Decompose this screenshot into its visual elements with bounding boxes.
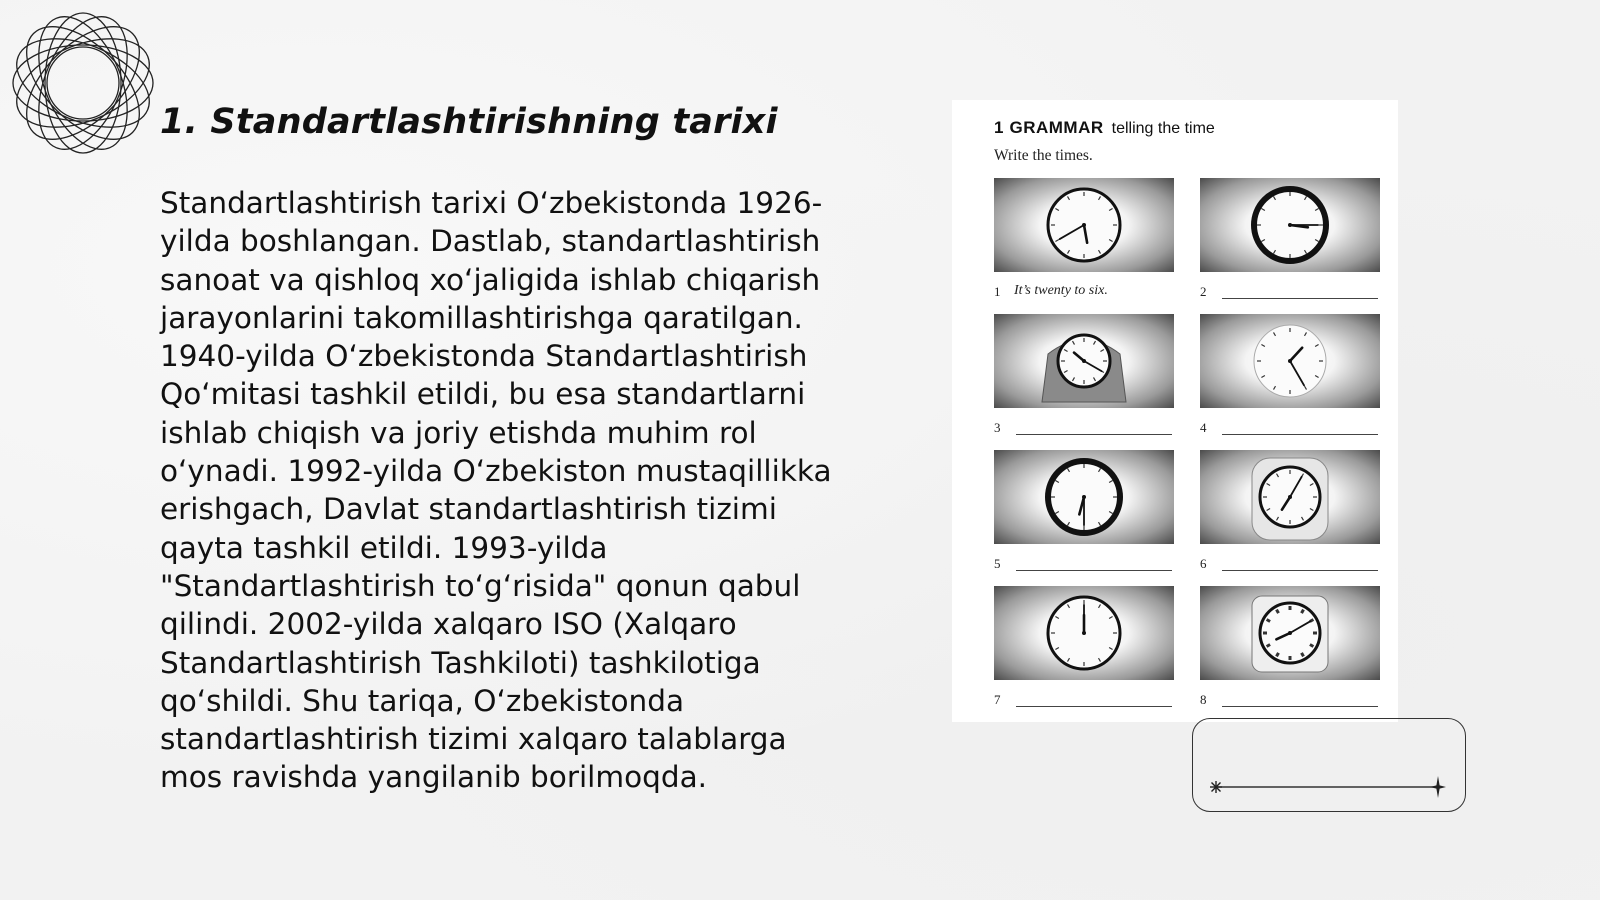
- answer-line: [1222, 570, 1378, 571]
- clock-icon: [994, 178, 1174, 272]
- item-number: 5: [994, 556, 1001, 571]
- clock-item: [994, 314, 1174, 438]
- clock-photo: [1200, 450, 1380, 544]
- clock-caption: [994, 550, 1174, 574]
- clock-icon: [1200, 314, 1380, 408]
- clock-photo: [1200, 314, 1380, 408]
- item-number: 4: [1200, 420, 1207, 435]
- clock-icon: [994, 314, 1174, 408]
- clock-caption: [1200, 550, 1380, 574]
- clock-photo: [994, 314, 1174, 408]
- spirograph-circle-icon: [8, 8, 158, 158]
- worksheet-instruction: Write the times.: [994, 147, 1093, 164]
- clock-photo: [1200, 178, 1380, 272]
- clock-icon: [1200, 178, 1380, 272]
- item-number: 7: [994, 692, 1001, 707]
- answer-line: [1222, 434, 1378, 435]
- clock-icon: [1200, 586, 1380, 680]
- item-number: 8: [1200, 692, 1207, 707]
- clock-item: [994, 450, 1174, 574]
- clock-photo: [1200, 586, 1380, 680]
- clock-caption: [994, 278, 1174, 302]
- worksheet-section: GRAMMAR: [1009, 118, 1104, 137]
- answer-line: [1222, 706, 1378, 707]
- sparkle-icon: [1210, 781, 1222, 793]
- clock-caption: [994, 686, 1174, 710]
- clock-item: [1200, 450, 1380, 574]
- clock-caption: [1200, 686, 1380, 710]
- clock-item: [1200, 178, 1380, 302]
- item-number: 3: [994, 420, 1001, 435]
- clock-caption: [1200, 278, 1380, 302]
- answer-line: [1222, 298, 1378, 299]
- answer-line: [1016, 570, 1172, 571]
- clock-photo: [994, 450, 1174, 544]
- clock-item: [994, 586, 1174, 710]
- clock-photo: [994, 586, 1174, 680]
- clock-icon: [994, 586, 1174, 680]
- slide-body-text: Standartlashtirish tarixi O‘zbekistonda 1926-yilda boshlangan. Dastlab, standartlashtirish sanoat va qishloq xo‘jaligida ishlab chiqarish jarayonlarini takomillashtirishga qaratilgan. 1940-yilda O‘zbekistonda Standartlashtirish Qo‘mitasi tashkil etildi, bu esa standartlarni ishlab chiqish va joriy etishda muhim rol o‘ynadi. 1992-yilda O‘zbekiston mustaqillikka erishgach, Davlat standartlashtirish tizimi qayta tashkil etildi. 1993-yilda "Standartlashtirish to‘g‘risida" qonun qabul qilindi. 2002-yilda xalqaro ISO (Xalqaro Standartlashtirish Tashkiloti) tashkilotiga qo‘shildi. Shu tariqa, O‘zbekistonda standartlashtirish tizimi xalqaro talablarga mos ravishda yangilanib borilmoqda.: [160, 186, 832, 795]
- clock-caption: [1200, 414, 1380, 438]
- clock-caption: [994, 414, 1174, 438]
- clock-photo: [994, 178, 1174, 272]
- worksheet-number: 1: [994, 118, 1004, 137]
- item-number: 1: [994, 284, 1001, 299]
- worksheet-image: [952, 100, 1398, 722]
- slide-title: 1. Standartlashtirishning tarixi: [160, 102, 778, 142]
- worksheet-heading: [994, 118, 1215, 138]
- clock-item: [994, 178, 1174, 302]
- clock-item: [1200, 586, 1380, 710]
- item-number: 2: [1200, 284, 1207, 299]
- clock-icon: [1200, 450, 1380, 544]
- item-number: 6: [1200, 556, 1207, 571]
- decorative-slider: [1192, 770, 1464, 800]
- worksheet-topic: telling the time: [1111, 120, 1215, 137]
- clock-item: [1200, 314, 1380, 438]
- item-answer: It’s twenty to six.: [1014, 283, 1108, 298]
- answer-line: [1016, 706, 1172, 707]
- clock-icon: [994, 450, 1174, 544]
- star-icon: [1430, 776, 1446, 798]
- answer-line: [1016, 434, 1172, 435]
